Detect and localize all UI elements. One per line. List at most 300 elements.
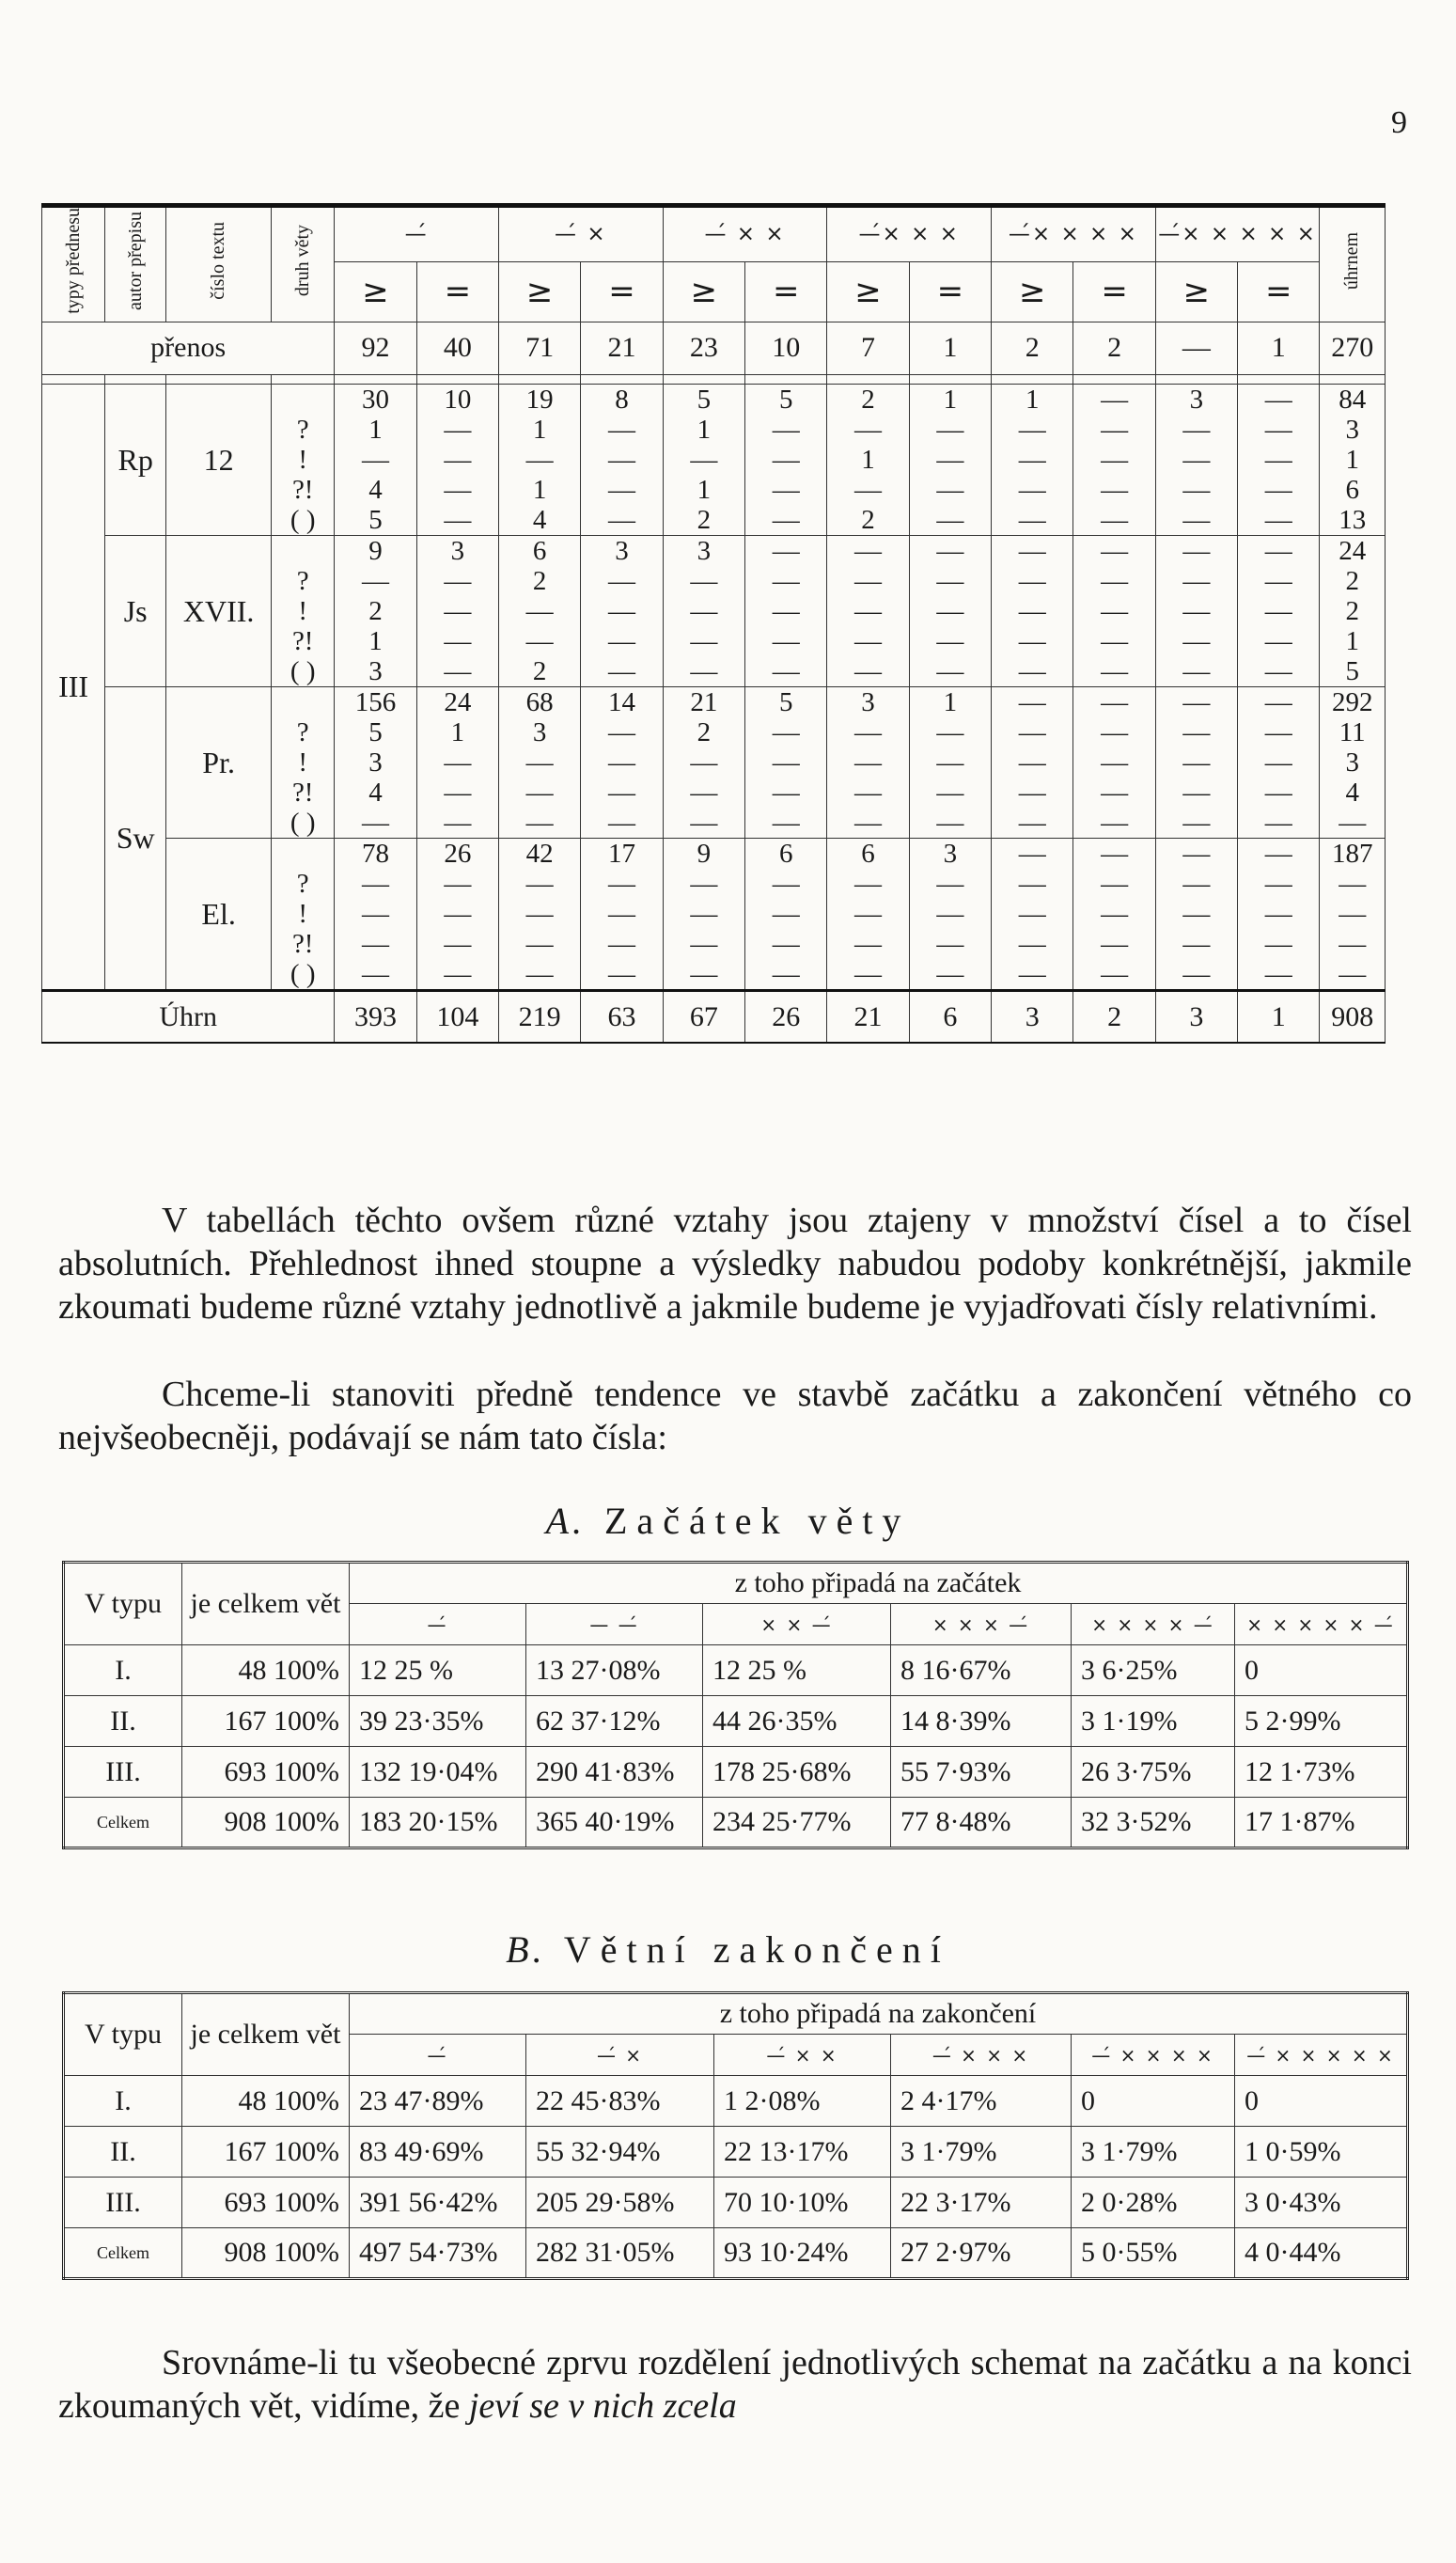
value-cell: — — [992, 475, 1073, 505]
total-percent: 100% — [274, 1705, 339, 1737]
overview-table — [41, 203, 1386, 1044]
prenos-cell: 21 — [581, 322, 663, 374]
value-cell: — — [335, 808, 416, 839]
share-cell: 12 25 % — [350, 1645, 526, 1696]
value-cell: — — [745, 535, 827, 566]
total-count: 48 — [238, 2084, 267, 2116]
prenos-cell: 10 — [745, 322, 827, 374]
value-cell: — — [827, 415, 909, 445]
value-cell: 4 — [335, 475, 416, 505]
value-cell: — — [416, 505, 498, 536]
value-cell: — — [1073, 535, 1155, 566]
scheme-header: —́ × × × × — [1072, 2035, 1235, 2076]
spacer-cell — [992, 374, 1073, 384]
value-cell: — — [416, 899, 498, 929]
share-cell: 183 20·15% — [350, 1798, 526, 1848]
spacer-cell — [42, 374, 105, 384]
uhrn-cell: 1 — [1238, 990, 1320, 1043]
value-cell: — — [498, 899, 580, 929]
text-segment: Větní zakončení — [563, 1928, 950, 1971]
value-cell: 19 — [498, 384, 580, 415]
value-cell: — — [581, 959, 663, 991]
data-row — [42, 838, 1386, 869]
author-js: Js — [105, 535, 166, 686]
spacer-cell — [581, 374, 663, 384]
uhrn-cell: 6 — [909, 990, 991, 1043]
scheme-header: —́× × × — [827, 206, 992, 262]
value-cell: 1 — [498, 475, 580, 505]
value-cell: — — [1155, 717, 1237, 747]
value-cell: — — [663, 747, 744, 778]
prenos-row — [42, 322, 1386, 374]
spacer-cell — [1238, 374, 1320, 384]
value-cell: — — [909, 747, 991, 778]
value-cell: — — [581, 626, 663, 656]
scheme-header: — —́ — [526, 1604, 703, 1645]
value-cell: — — [909, 717, 991, 747]
value-cell: 8 — [581, 384, 663, 415]
value-cell: — — [1073, 505, 1155, 536]
value-cell: 5 — [745, 686, 827, 717]
sentence-kind: ? — [272, 566, 335, 596]
text-segment: B. — [506, 1928, 546, 1971]
value-cell: — — [992, 535, 1073, 566]
sentence-kind: ! — [272, 596, 335, 626]
value-cell: — — [581, 929, 663, 959]
sentence-kind: ? — [272, 415, 335, 445]
value-cell: 1 — [909, 384, 991, 415]
value-cell: 5 — [663, 384, 744, 415]
value-cell: — — [498, 747, 580, 778]
prenos-cell: — — [1155, 322, 1237, 374]
value-cell: — — [416, 415, 498, 445]
value-cell: — — [498, 869, 580, 899]
value-cell: — — [992, 959, 1073, 991]
value-cell: — — [1238, 717, 1320, 747]
data-row — [42, 384, 1386, 415]
value-cell: 2 — [498, 656, 580, 687]
share-cell: 13 27·08% — [526, 1645, 703, 1696]
scheme-header: × × × × —́ — [1072, 1604, 1235, 1645]
value-cell: 3 — [498, 717, 580, 747]
value-cell: 26 — [416, 838, 498, 869]
value-cell: — — [909, 626, 991, 656]
value-cell: — — [1238, 747, 1320, 778]
value-cell: — — [498, 778, 580, 808]
share-cell: 62 37·12% — [526, 1696, 703, 1747]
value-cell: 3 — [335, 656, 416, 687]
value-cell: — — [581, 566, 663, 596]
uhrn-cell: 393 — [335, 990, 416, 1043]
value-cell: — — [1155, 778, 1237, 808]
value-cell: 1 — [335, 415, 416, 445]
share-cell: 22 45·83% — [526, 2076, 714, 2127]
share-cell: 391 56·42% — [350, 2178, 526, 2228]
table-row — [64, 2127, 1408, 2178]
scheme-header: —́ × — [526, 2035, 714, 2076]
share-cell: 2 0·28% — [1072, 2178, 1235, 2228]
value-cell: 3 — [827, 686, 909, 717]
uhrn-cell: 2 — [1073, 990, 1155, 1043]
spacer-cell — [498, 374, 580, 384]
sentence-kind — [272, 535, 335, 566]
col-typy-prednesu — [42, 206, 105, 322]
total-count: 693 — [224, 1755, 267, 1787]
paragraph-3 — [58, 2341, 1412, 2428]
share-cell: 0 — [1235, 2076, 1408, 2127]
share-cell: 12 1·73% — [1235, 1747, 1408, 1798]
sentence-kind: ? — [272, 869, 335, 899]
prenos-cell: 2 — [1073, 322, 1155, 374]
rel-eq: = — [1238, 261, 1320, 322]
rel-eq: = — [745, 261, 827, 322]
value-cell: — — [745, 717, 827, 747]
total-percent: 100% — [274, 2135, 339, 2167]
value-cell: — — [416, 869, 498, 899]
total-percent: 100% — [274, 1654, 339, 1686]
value-cell: 1 — [827, 445, 909, 475]
row-type: I. — [64, 1645, 182, 1696]
table-row — [64, 1696, 1408, 1747]
col-v-typu: V typu — [64, 1993, 182, 2076]
value-cell: 4 — [498, 505, 580, 536]
share-cell: 3 1·79% — [1072, 2127, 1235, 2178]
value-cell: 78 — [335, 838, 416, 869]
value-cell: 1 — [498, 415, 580, 445]
table-row — [64, 2076, 1408, 2127]
value-cell: — — [827, 626, 909, 656]
value-cell: 42 — [498, 838, 580, 869]
value-cell: — — [663, 869, 744, 899]
row-total — [182, 1798, 350, 1848]
share-cell: 282 31·05% — [526, 2228, 714, 2279]
value-cell: 2 — [498, 566, 580, 596]
value-cell: — — [745, 869, 827, 899]
value-cell: — — [1238, 838, 1320, 869]
value-cell: — — [1320, 959, 1386, 991]
value-cell: — — [1238, 596, 1320, 626]
value-cell: — — [1155, 626, 1237, 656]
value-cell: — — [992, 596, 1073, 626]
value-cell: 6 — [498, 535, 580, 566]
value-cell: — — [992, 929, 1073, 959]
data-row — [42, 686, 1386, 717]
value-cell: — — [827, 747, 909, 778]
share-cell: 26 3·75% — [1072, 1747, 1235, 1798]
value-cell: — — [581, 869, 663, 899]
prenos-cell: 1 — [1238, 322, 1320, 374]
value-cell: — — [581, 778, 663, 808]
value-cell: — — [745, 656, 827, 687]
value-cell: — — [1073, 475, 1155, 505]
uhrn-cell: 26 — [745, 990, 827, 1043]
value-cell: 9 — [335, 535, 416, 566]
prenos-cell: 71 — [498, 322, 580, 374]
total-count: 167 — [224, 2135, 267, 2167]
scheme-header: —́× × × × × — [1155, 206, 1320, 262]
value-cell: — — [335, 929, 416, 959]
header-row-schemes — [42, 206, 1386, 262]
value-cell: 3 — [909, 838, 991, 869]
uhrn-cell: 67 — [663, 990, 744, 1043]
sentence-kind: ?! — [272, 929, 335, 959]
heading-b — [0, 1927, 1456, 1972]
value-cell: — — [827, 717, 909, 747]
text-number: XVII. — [166, 535, 272, 686]
value-cell: 1 — [1320, 626, 1386, 656]
text-segment: druh věty — [291, 225, 313, 297]
row-type: Celkem — [64, 1798, 182, 1848]
value-cell: — — [909, 596, 991, 626]
value-cell: 2 — [663, 505, 744, 536]
col-v-typu: V typu — [64, 1563, 182, 1645]
text-number: El. — [166, 838, 272, 990]
sentence-kind: ?! — [272, 626, 335, 656]
value-cell: — — [581, 415, 663, 445]
value-cell: — — [992, 445, 1073, 475]
sentence-kind: ?! — [272, 475, 335, 505]
share-cell: 12 25 % — [703, 1645, 891, 1696]
row-type: III. — [64, 2178, 182, 2228]
value-cell: — — [1155, 535, 1237, 566]
share-cell: 4 0·44% — [1235, 2228, 1408, 2279]
spacer-cell — [272, 374, 335, 384]
value-cell: 9 — [663, 838, 744, 869]
value-cell: — — [663, 566, 744, 596]
value-cell: 14 — [581, 686, 663, 717]
prenos-label: přenos — [42, 322, 335, 374]
value-cell: — — [663, 445, 744, 475]
row-type: II. — [64, 2127, 182, 2178]
col-druh-vety — [272, 206, 335, 322]
value-cell: — — [745, 596, 827, 626]
prenos-cell: 92 — [335, 322, 416, 374]
share-cell: 83 49·69% — [350, 2127, 526, 2178]
sentence-kind: ?! — [272, 778, 335, 808]
total-count: 908 — [224, 2237, 267, 2268]
text-number: Pr. — [166, 686, 272, 838]
text-segment: číslo textu — [208, 222, 229, 300]
value-cell: 11 — [1320, 717, 1386, 747]
uhrn-cell: 63 — [581, 990, 663, 1043]
value-cell: — — [581, 899, 663, 929]
value-cell: — — [992, 626, 1073, 656]
value-cell: — — [1073, 899, 1155, 929]
value-cell: — — [663, 808, 744, 839]
heading-a — [0, 1499, 1456, 1543]
value-cell: — — [745, 626, 827, 656]
prenos-cell: 270 — [1320, 322, 1386, 374]
spacer-cell — [1073, 374, 1155, 384]
text-segment: typy přednesu — [62, 208, 84, 314]
share-cell: 44 26·35% — [703, 1696, 891, 1747]
sentence-kind: ! — [272, 445, 335, 475]
share-cell: 3 0·43% — [1235, 2178, 1408, 2228]
value-cell: — — [581, 505, 663, 536]
uhrn-cell: 21 — [827, 990, 909, 1043]
scheme-header: —́ × × × × × — [1235, 2035, 1408, 2076]
sentence-kind: ( ) — [272, 656, 335, 687]
value-cell: 3 — [1320, 415, 1386, 445]
value-cell: — — [498, 808, 580, 839]
value-cell: — — [498, 445, 580, 475]
share-cell: 3 1·19% — [1072, 1696, 1235, 1747]
value-cell: — — [1238, 535, 1320, 566]
value-cell: — — [416, 475, 498, 505]
value-cell: — — [992, 838, 1073, 869]
table-row — [64, 2178, 1408, 2228]
value-cell: — — [416, 808, 498, 839]
share-cell: 5 0·55% — [1072, 2228, 1235, 2279]
value-cell: — — [1073, 717, 1155, 747]
sentence-kind: ! — [272, 899, 335, 929]
rel-ge: ≥ — [827, 261, 909, 322]
value-cell: 5 — [745, 384, 827, 415]
value-cell: — — [1155, 415, 1237, 445]
value-cell: 24 — [416, 686, 498, 717]
value-cell: — — [827, 808, 909, 839]
share-cell: 93 10·24% — [714, 2228, 891, 2279]
value-cell: — — [992, 747, 1073, 778]
value-cell: 30 — [335, 384, 416, 415]
value-cell: — — [335, 566, 416, 596]
row-total — [182, 2076, 350, 2127]
share-cell: 17 1·87% — [1235, 1798, 1408, 1848]
value-cell: — — [1073, 656, 1155, 687]
value-cell: — — [909, 505, 991, 536]
span-header: z toho připadá na zakončení — [350, 1993, 1408, 2035]
text-segment: úhrnem — [1341, 231, 1363, 290]
value-cell: — — [663, 899, 744, 929]
col-je-celkem: je celkem vět — [182, 1993, 350, 2076]
value-cell: — — [416, 778, 498, 808]
spacer-cell — [909, 374, 991, 384]
prenos-cell: 23 — [663, 322, 744, 374]
share-cell: 3 6·25% — [1072, 1645, 1235, 1696]
scheme-header: —́ × — [498, 206, 663, 262]
value-cell: — — [827, 899, 909, 929]
value-cell: — — [992, 415, 1073, 445]
value-cell: — — [909, 808, 991, 839]
prenos-cell: 40 — [416, 322, 498, 374]
sentence-kind: ( ) — [272, 505, 335, 536]
value-cell: — — [827, 869, 909, 899]
value-cell: 5 — [1320, 656, 1386, 687]
share-cell: 39 23·35% — [350, 1696, 526, 1747]
sentence-kind — [272, 838, 335, 869]
value-cell: — — [416, 959, 498, 991]
value-cell: 3 — [581, 535, 663, 566]
value-cell: — — [498, 626, 580, 656]
value-cell: 2 — [663, 717, 744, 747]
value-cell: — — [992, 717, 1073, 747]
value-cell: — — [1073, 959, 1155, 991]
table-row — [64, 1798, 1408, 1848]
total-percent: 100% — [274, 1755, 339, 1787]
sentence-kind — [272, 686, 335, 717]
spacer-cell — [663, 374, 744, 384]
share-cell: 497 54·73% — [350, 2228, 526, 2279]
spacer-cell — [1320, 374, 1386, 384]
value-cell: 1 — [416, 717, 498, 747]
value-cell: 6 — [1320, 475, 1386, 505]
value-cell: — — [581, 747, 663, 778]
sentence-kind: ? — [272, 717, 335, 747]
prenos-cell: 7 — [827, 322, 909, 374]
value-cell: — — [1073, 415, 1155, 445]
value-cell: 2 — [335, 596, 416, 626]
share-cell: 14 8·39% — [891, 1696, 1072, 1747]
value-cell: — — [1320, 899, 1386, 929]
rel-eq: = — [581, 261, 663, 322]
value-cell: — — [498, 929, 580, 959]
value-cell: — — [1238, 869, 1320, 899]
page-number: 9 — [1391, 105, 1407, 140]
value-cell: — — [1155, 869, 1237, 899]
value-cell: 3 — [416, 535, 498, 566]
row-total — [182, 1645, 350, 1696]
value-cell: 4 — [1320, 778, 1386, 808]
value-cell: — — [416, 747, 498, 778]
spacer-cell — [166, 374, 272, 384]
value-cell: — — [1073, 445, 1155, 475]
value-cell: — — [1155, 566, 1237, 596]
scheme-header: —́ — [335, 206, 499, 262]
value-cell: — — [1238, 899, 1320, 929]
value-cell: 1 — [663, 475, 744, 505]
value-cell: 84 — [1320, 384, 1386, 415]
spacer-cell — [416, 374, 498, 384]
rel-eq: = — [909, 261, 991, 322]
text-segment: jeví se v nich zcela — [468, 2386, 737, 2426]
value-cell: 21 — [663, 686, 744, 717]
value-cell: — — [745, 505, 827, 536]
rel-ge: ≥ — [992, 261, 1073, 322]
value-cell: — — [1073, 566, 1155, 596]
value-cell: — — [827, 656, 909, 687]
value-cell: — — [1238, 445, 1320, 475]
value-cell: — — [1238, 626, 1320, 656]
prenos-cell: 1 — [909, 322, 991, 374]
value-cell: 3 — [1155, 384, 1237, 415]
spacer-cell — [1155, 374, 1237, 384]
value-cell: — — [1238, 778, 1320, 808]
spacer-cell — [827, 374, 909, 384]
sentence-kind: ! — [272, 747, 335, 778]
value-cell: — — [335, 959, 416, 991]
value-cell: — — [827, 959, 909, 991]
value-cell: — — [335, 869, 416, 899]
value-cell: — — [1073, 929, 1155, 959]
row-type: III. — [64, 1747, 182, 1798]
value-cell: — — [498, 959, 580, 991]
row-type: Celkem — [64, 2228, 182, 2279]
share-cell: 0 — [1235, 1645, 1408, 1696]
value-cell: — — [663, 778, 744, 808]
value-cell: — — [1073, 869, 1155, 899]
total-percent: 100% — [274, 2084, 339, 2116]
value-cell: — — [909, 959, 991, 991]
value-cell: 156 — [335, 686, 416, 717]
share-cell: 23 47·89% — [350, 2076, 526, 2127]
uhrn-cell: 3 — [1155, 990, 1237, 1043]
row-type: I. — [64, 2076, 182, 2127]
value-cell: — — [1238, 384, 1320, 415]
share-cell: 8 16·67% — [891, 1645, 1072, 1696]
rel-ge: ≥ — [335, 261, 416, 322]
value-cell: — — [1073, 808, 1155, 839]
scheme-header: —́ × × — [663, 206, 827, 262]
